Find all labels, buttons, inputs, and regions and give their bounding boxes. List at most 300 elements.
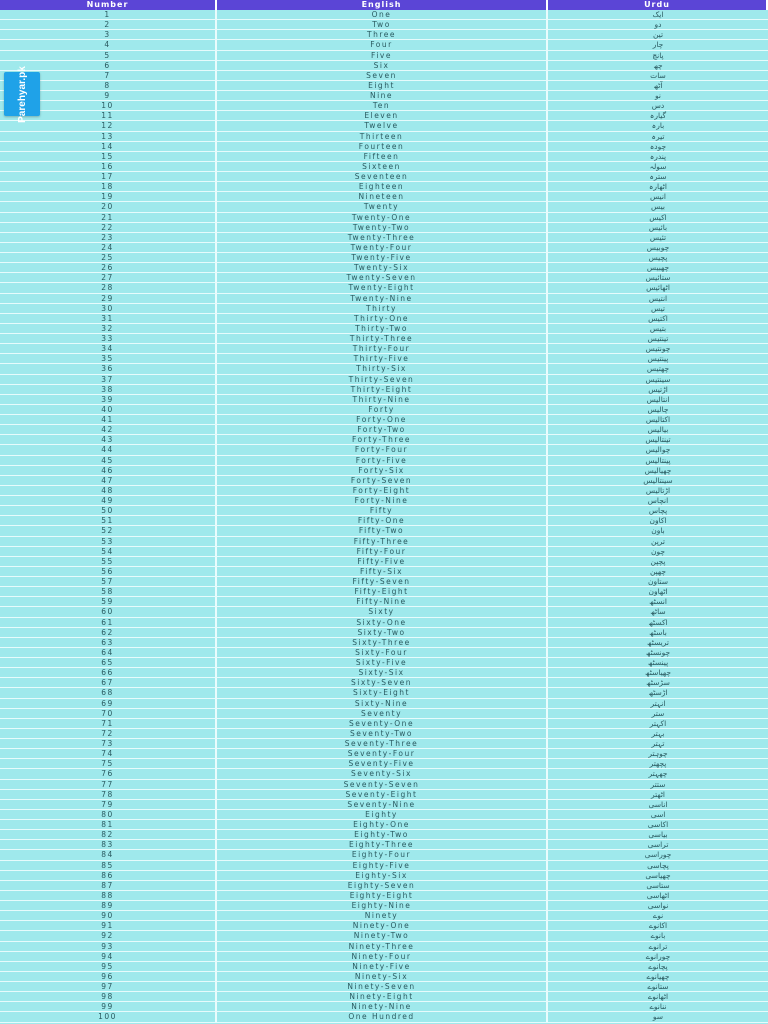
- english-cell: Thirty-One: [217, 314, 548, 323]
- urdu-cell: انہتر: [650, 698, 666, 708]
- urdu-cell: تریسٹھ: [646, 637, 669, 647]
- number-cell: 11: [0, 111, 217, 120]
- number-cell: 3: [0, 30, 217, 39]
- english-cell: Forty-Seven: [217, 476, 548, 485]
- number-cell: 63: [0, 638, 217, 647]
- table-row: [0, 749, 768, 759]
- number-cell: 90: [0, 911, 217, 920]
- table-row: [0, 800, 768, 810]
- number-cell: 35: [0, 354, 217, 363]
- english-cell: Twenty-Two: [217, 223, 548, 232]
- urdu-cell: چھیاسی: [645, 870, 671, 880]
- urdu-cell: پچھتر: [649, 759, 667, 769]
- urdu-cell: اسی: [650, 809, 666, 819]
- table-row: [0, 71, 768, 81]
- english-cell: Fifty-Nine: [217, 597, 548, 606]
- number-cell: 7: [0, 71, 217, 80]
- urdu-cell: انتالیس: [646, 394, 670, 404]
- table-row: [0, 182, 768, 192]
- urdu-cell: انسٹھ: [649, 597, 667, 607]
- table-row: [0, 769, 768, 779]
- number-cell: 49: [0, 496, 217, 505]
- table-row: [0, 699, 768, 709]
- number-cell: 4: [0, 40, 217, 49]
- english-cell: Sixteen: [217, 162, 548, 171]
- number-cell: 95: [0, 962, 217, 971]
- table-row: [0, 628, 768, 638]
- english-cell: Eighty-One: [217, 820, 548, 829]
- number-cell: 22: [0, 223, 217, 232]
- site-badge-label: Parehyar.pk: [16, 65, 28, 123]
- table-row: [0, 547, 768, 557]
- urdu-cell: ستاون: [648, 577, 668, 586]
- number-cell: 86: [0, 871, 217, 880]
- english-cell: Twenty-Six: [217, 263, 548, 272]
- urdu-cell: پچپن: [650, 556, 666, 566]
- urdu-cell: اکتیس: [648, 313, 668, 323]
- table-row: [0, 243, 768, 253]
- table-row: [0, 891, 768, 901]
- english-cell: Two: [217, 20, 548, 29]
- table-row: [0, 648, 768, 658]
- english-cell: Eighty-Four: [217, 850, 548, 859]
- english-cell: Ninety-One: [217, 921, 548, 930]
- english-cell: Eighty: [217, 810, 548, 819]
- english-cell: Ninety-Two: [217, 931, 548, 940]
- urdu-cell: چار: [652, 40, 664, 50]
- header-english: English: [217, 0, 548, 10]
- number-cell: 54: [0, 547, 217, 556]
- urdu-cell: چھبیس: [646, 263, 670, 273]
- table-row: [0, 1012, 768, 1022]
- english-cell: Eighty-Three: [217, 840, 548, 849]
- urdu-cell: اٹھتر: [650, 789, 666, 799]
- number-cell: 85: [0, 861, 217, 870]
- table-row: [0, 577, 768, 587]
- urdu-cell: اکانوے: [648, 921, 668, 931]
- english-cell: Seventeen: [217, 172, 548, 181]
- english-cell: Ninety-Four: [217, 952, 548, 961]
- table-body: [0, 10, 768, 1023]
- table-row: [0, 537, 768, 547]
- urdu-cell: چوالیس: [645, 445, 671, 455]
- english-cell: Fifteen: [217, 152, 548, 161]
- number-cell: 17: [0, 172, 217, 181]
- table-row: [0, 344, 768, 354]
- table-row: [0, 810, 768, 820]
- number-cell: 92: [0, 931, 217, 940]
- english-cell: Ninety-Five: [217, 962, 548, 971]
- table-row: [0, 921, 768, 931]
- urdu-cell: سینتالیس: [643, 475, 673, 485]
- number-cell: 40: [0, 405, 217, 414]
- english-cell: Seventy-Eight: [217, 790, 548, 799]
- urdu-cell: ننانوے: [649, 1002, 667, 1012]
- table-row: [0, 992, 768, 1002]
- english-cell: Eighty-Nine: [217, 901, 548, 910]
- table-row: [0, 172, 768, 182]
- table-row: [0, 1002, 768, 1012]
- english-cell: Twenty-Five: [217, 253, 548, 262]
- table-row: [0, 962, 768, 972]
- english-cell: Fourteen: [217, 142, 548, 151]
- english-cell: Twenty-Nine: [217, 294, 548, 303]
- urdu-cell: باسٹھ: [649, 627, 667, 637]
- table-row: [0, 314, 768, 324]
- number-cell: 72: [0, 729, 217, 738]
- table-row: [0, 91, 768, 101]
- english-cell: Twenty-Three: [217, 233, 548, 242]
- table-row: [0, 607, 768, 617]
- english-cell: Seven: [217, 71, 548, 80]
- table-row: [0, 678, 768, 688]
- number-cell: 83: [0, 840, 217, 849]
- table-row: [0, 435, 768, 445]
- english-cell: Six: [217, 61, 548, 70]
- number-cell: 87: [0, 881, 217, 890]
- urdu-cell: سڑسٹھ: [646, 678, 670, 688]
- urdu-cell: ایک: [652, 10, 664, 19]
- number-cell: 10: [0, 101, 217, 110]
- number-cell: 36: [0, 364, 217, 373]
- number-cell: 64: [0, 648, 217, 657]
- english-cell: Sixty-Three: [217, 638, 548, 647]
- english-cell: Fifty: [217, 506, 548, 515]
- table-row: [0, 901, 768, 911]
- number-cell: 76: [0, 769, 217, 778]
- english-cell: One: [217, 10, 548, 19]
- urdu-cell: دس: [651, 101, 665, 111]
- table-row: [0, 739, 768, 749]
- urdu-cell: سولہ: [649, 161, 667, 171]
- table-row: [0, 466, 768, 476]
- urdu-cell: سینتیس: [645, 374, 671, 384]
- table-row: [0, 881, 768, 891]
- urdu-cell: اٹھاسی: [646, 890, 670, 900]
- english-cell: Forty-Six: [217, 466, 548, 475]
- urdu-cell: پچانوے: [648, 961, 668, 971]
- table-row: [0, 364, 768, 374]
- number-cell: 23: [0, 233, 217, 242]
- number-cell: 1: [0, 10, 217, 19]
- english-cell: Forty-Five: [217, 456, 548, 465]
- urdu-cell: ساٹھ: [650, 607, 666, 617]
- english-cell: Thirty-Three: [217, 334, 548, 343]
- urdu-cell: اٹھائیس: [646, 283, 670, 293]
- english-cell: Fifty-One: [217, 516, 548, 525]
- english-cell: Seventy-Seven: [217, 780, 548, 789]
- table-row: [0, 516, 768, 526]
- number-cell: 39: [0, 395, 217, 404]
- urdu-cell: اٹھانوے: [647, 992, 669, 1002]
- urdu-cell: تیس: [651, 303, 665, 313]
- table-row: [0, 911, 768, 921]
- urdu-cell: گیارہ: [649, 111, 667, 121]
- english-cell: Sixty-Five: [217, 658, 548, 667]
- number-cell: 88: [0, 891, 217, 900]
- english-cell: Forty-Four: [217, 445, 548, 454]
- number-cell: 12: [0, 121, 217, 130]
- number-cell: 6: [0, 61, 217, 70]
- number-cell: 29: [0, 294, 217, 303]
- english-cell: Sixty-Eight: [217, 688, 548, 697]
- urdu-cell: ستتر: [650, 779, 666, 789]
- number-cell: 91: [0, 921, 217, 930]
- urdu-cell: پانچ: [652, 50, 664, 60]
- number-cell: 93: [0, 942, 217, 951]
- english-cell: Five: [217, 51, 548, 60]
- number-cell: 61: [0, 618, 217, 627]
- table-row: [0, 972, 768, 982]
- urdu-cell: چھیالیس: [644, 465, 672, 475]
- urdu-cell: تینتیس: [647, 334, 669, 343]
- header-urdu: Urdu: [548, 0, 768, 10]
- english-cell: Eleven: [217, 111, 548, 120]
- english-cell: Eighty-Six: [217, 871, 548, 880]
- english-cell: Sixty-Seven: [217, 678, 548, 687]
- number-cell: 42: [0, 425, 217, 434]
- english-cell: Forty-Three: [217, 435, 548, 444]
- urdu-cell: چھ: [653, 60, 663, 70]
- urdu-cell: سو: [652, 1012, 664, 1022]
- number-cell: 28: [0, 283, 217, 292]
- urdu-cell: اٹھاون: [648, 587, 668, 597]
- english-cell: Ninety-Eight: [217, 992, 548, 1001]
- urdu-cell: بائیس: [648, 222, 668, 232]
- urdu-cell: اڑسٹھ: [648, 688, 668, 698]
- urdu-cell: انچاس: [647, 496, 669, 505]
- table-row: [0, 456, 768, 466]
- english-cell: Sixty-One: [217, 618, 548, 627]
- english-cell: Forty-Two: [217, 425, 548, 434]
- urdu-cell: ستائیس: [645, 273, 671, 283]
- table-row: [0, 202, 768, 212]
- urdu-cell: تراسی: [647, 840, 669, 850]
- table-row: [0, 931, 768, 941]
- table-row: [0, 40, 768, 50]
- number-cell: 13: [0, 132, 217, 141]
- english-cell: Eighty-Seven: [217, 881, 548, 890]
- table-row: [0, 719, 768, 729]
- english-cell: Seventy: [217, 709, 548, 718]
- table-row: [0, 121, 768, 131]
- number-cell: 58: [0, 587, 217, 596]
- number-cell: 16: [0, 162, 217, 171]
- english-cell: Sixty-Nine: [217, 699, 548, 708]
- table-row: [0, 790, 768, 800]
- table-row: [0, 111, 768, 121]
- number-cell: 74: [0, 749, 217, 758]
- number-cell: 100: [0, 1012, 217, 1021]
- number-cell: 78: [0, 790, 217, 799]
- number-cell: 69: [0, 699, 217, 708]
- table-row: [0, 871, 768, 881]
- urdu-cell: پچاسی: [647, 860, 669, 870]
- urdu-cell: اڑتیس: [648, 384, 668, 394]
- number-cell: 37: [0, 375, 217, 384]
- number-cell: 65: [0, 658, 217, 667]
- english-cell: Thirty-Six: [217, 364, 548, 373]
- table-row: [0, 375, 768, 385]
- site-badge[interactable]: [4, 65, 40, 123]
- english-cell: Seventy-One: [217, 719, 548, 728]
- number-cell: 98: [0, 992, 217, 1001]
- number-cell: 2: [0, 20, 217, 29]
- number-cell: 30: [0, 304, 217, 313]
- urdu-cell: پینتیس: [647, 354, 669, 364]
- urdu-cell: بارہ: [651, 121, 665, 131]
- urdu-cell: اکسٹھ: [648, 617, 668, 627]
- table-row: [0, 567, 768, 577]
- table-row: [0, 304, 768, 314]
- english-cell: Forty: [217, 405, 548, 414]
- urdu-cell: اکاون: [649, 516, 667, 526]
- number-cell: 50: [0, 506, 217, 515]
- english-cell: Ninety-Seven: [217, 982, 548, 991]
- number-cell: 31: [0, 314, 217, 323]
- number-cell: 97: [0, 982, 217, 991]
- table-row: [0, 354, 768, 364]
- urdu-cell: چونسٹھ: [645, 647, 671, 657]
- table-row: [0, 263, 768, 273]
- table-row: [0, 294, 768, 304]
- table-row: [0, 132, 768, 142]
- urdu-cell: تئیس: [649, 232, 667, 242]
- english-cell: Seventy-Five: [217, 759, 548, 768]
- table-row: [0, 668, 768, 678]
- table-row: [0, 233, 768, 243]
- table-row: [0, 415, 768, 425]
- number-cell: 20: [0, 202, 217, 211]
- number-cell: 66: [0, 668, 217, 677]
- table-row: [0, 405, 768, 415]
- urdu-cell: چھیانوے: [646, 971, 670, 981]
- table-row: [0, 506, 768, 516]
- number-cell: 26: [0, 263, 217, 272]
- table-row: [0, 273, 768, 283]
- number-cell: 41: [0, 415, 217, 424]
- number-cell: 62: [0, 628, 217, 637]
- english-cell: Fifty-Four: [217, 547, 548, 556]
- table-row: [0, 283, 768, 293]
- urdu-cell: بہتر: [651, 728, 665, 738]
- english-cell: Fifty-Seven: [217, 577, 548, 586]
- table-row: [0, 557, 768, 567]
- urdu-cell: تین: [652, 30, 664, 40]
- table-row: [0, 51, 768, 61]
- english-cell: Nineteen: [217, 192, 548, 201]
- number-cell: 48: [0, 486, 217, 495]
- english-cell: Fifty-Eight: [217, 587, 548, 596]
- english-cell: Twenty: [217, 202, 548, 211]
- table-row: [0, 982, 768, 992]
- english-cell: Fifty-Six: [217, 567, 548, 576]
- table-row: [0, 476, 768, 486]
- english-cell: Twelve: [217, 121, 548, 130]
- english-cell: Eighty-Two: [217, 830, 548, 839]
- number-cell: 53: [0, 537, 217, 546]
- number-cell: 33: [0, 334, 217, 343]
- urdu-cell: چھتیس: [646, 364, 670, 374]
- number-cell: 94: [0, 952, 217, 961]
- table-row: [0, 820, 768, 830]
- urdu-cell: پینسٹھ: [647, 658, 669, 667]
- number-cell: 60: [0, 607, 217, 616]
- number-cell: 18: [0, 182, 217, 191]
- number-cell: 52: [0, 526, 217, 535]
- number-cell: 19: [0, 192, 217, 201]
- urdu-cell: اٹھارہ: [649, 182, 667, 192]
- urdu-cell: پچاس: [648, 506, 668, 516]
- urdu-cell: چورانوے: [645, 951, 671, 961]
- english-cell: Thirty-Four: [217, 344, 548, 353]
- table-row: [0, 597, 768, 607]
- table-row: [0, 658, 768, 668]
- table-row: [0, 142, 768, 152]
- number-cell: 24: [0, 243, 217, 252]
- table-row: [0, 253, 768, 263]
- urdu-cell: بیالیس: [647, 425, 669, 435]
- number-cell: 47: [0, 476, 217, 485]
- english-cell: Thirty-Eight: [217, 385, 548, 394]
- urdu-cell: اڑتالیس: [645, 485, 671, 495]
- urdu-cell: چھیاسٹھ: [645, 668, 671, 678]
- english-cell: Twenty-Four: [217, 243, 548, 252]
- urdu-cell: ترانوے: [648, 941, 668, 951]
- english-cell: Three: [217, 30, 548, 39]
- urdu-cell: باون: [651, 526, 665, 536]
- english-cell: Eight: [217, 81, 548, 90]
- english-cell: Seventy-Nine: [217, 800, 548, 809]
- number-cell: 45: [0, 456, 217, 465]
- urdu-cell: چوہتر: [648, 749, 668, 759]
- urdu-cell: نو: [655, 91, 661, 100]
- urdu-cell: چونتیس: [645, 344, 671, 354]
- number-cell: 46: [0, 466, 217, 475]
- english-cell: Four: [217, 40, 548, 49]
- number-cell: 79: [0, 800, 217, 809]
- english-cell: Twenty-Eight: [217, 283, 548, 292]
- table-row: [0, 223, 768, 233]
- table-row: [0, 30, 768, 40]
- table-row: [0, 729, 768, 739]
- english-cell: Thirty: [217, 304, 548, 313]
- urdu-cell: پندرہ: [649, 151, 667, 161]
- english-cell: Forty-Eight: [217, 486, 548, 495]
- number-cell: 99: [0, 1002, 217, 1011]
- number-cell: 96: [0, 972, 217, 981]
- urdu-cell: بیس: [651, 202, 665, 212]
- table-row: [0, 162, 768, 172]
- urdu-cell: بانوے: [650, 931, 666, 941]
- urdu-cell: چوبیس: [646, 242, 670, 252]
- urdu-cell: نواسی: [647, 901, 669, 910]
- table-row: [0, 759, 768, 769]
- english-cell: Seventy-Four: [217, 749, 548, 758]
- number-cell: 68: [0, 688, 217, 697]
- number-cell: 8: [0, 81, 217, 90]
- urdu-cell: پینتالیس: [645, 455, 671, 465]
- table-row: [0, 385, 768, 395]
- table-row: [0, 830, 768, 840]
- english-cell: Ninety-Three: [217, 942, 548, 951]
- number-cell: 21: [0, 213, 217, 222]
- header-number: Number: [0, 0, 217, 10]
- table-row: [0, 942, 768, 952]
- number-cell: 80: [0, 810, 217, 819]
- number-cell: 5: [0, 51, 217, 60]
- number-cell: 71: [0, 719, 217, 728]
